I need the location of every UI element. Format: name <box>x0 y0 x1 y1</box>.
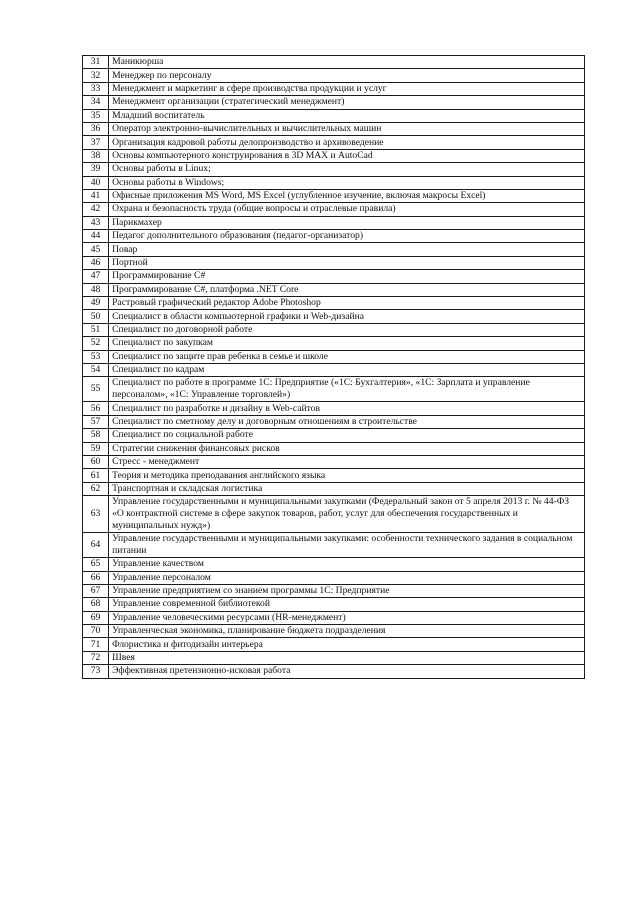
course-title: Основы компьютерного конструирования в 3D MAX и AutoCad <box>109 149 585 162</box>
row-number: 41 <box>83 189 109 202</box>
table-row <box>83 96 585 109</box>
course-title: Управление персоналом <box>109 571 585 584</box>
row-number: 47 <box>83 270 109 283</box>
table-row <box>83 310 585 323</box>
table-row <box>83 665 585 678</box>
course-title: Транспортная и складская логистика <box>109 482 585 495</box>
course-title: Специалист по социальной работе <box>109 429 585 442</box>
row-number: 55 <box>83 377 109 402</box>
row-number: 54 <box>83 363 109 376</box>
row-number: 73 <box>83 665 109 678</box>
course-title: Менеджмент и маркетинг в сфере производства продукции и услуг <box>109 82 585 95</box>
row-number: 56 <box>83 402 109 415</box>
row-number: 39 <box>83 163 109 176</box>
row-number: 72 <box>83 651 109 664</box>
course-title: Охрана и безопасность труда (общие вопросы и отраслевые правила) <box>109 203 585 216</box>
table-row <box>83 270 585 283</box>
course-list-table <box>82 55 585 679</box>
course-title: Управление предприятием со знанием программы 1С: Предприятие <box>109 584 585 597</box>
course-title: Теория и методика преподавания английского языка <box>109 469 585 482</box>
row-number: 57 <box>83 415 109 428</box>
row-number: 46 <box>83 256 109 269</box>
table-row <box>83 638 585 651</box>
row-number: 49 <box>83 297 109 310</box>
row-number: 70 <box>83 625 109 638</box>
row-number: 67 <box>83 584 109 597</box>
course-title: Менеджмент организации (стратегический менеджмент) <box>109 96 585 109</box>
course-title: Парикмахер <box>109 216 585 229</box>
table-row <box>83 243 585 256</box>
table-row <box>83 189 585 202</box>
row-number: 52 <box>83 337 109 350</box>
course-title: Менеджер по персоналу <box>109 69 585 82</box>
course-title: Специалист по закупкам <box>109 337 585 350</box>
course-title: Программирование C# <box>109 270 585 283</box>
table-row <box>83 163 585 176</box>
course-title: Специалист по разработке и дизайну в Web-сайтов <box>109 402 585 415</box>
row-number: 35 <box>83 109 109 122</box>
table-row <box>83 363 585 376</box>
row-number: 34 <box>83 96 109 109</box>
table-row <box>83 584 585 597</box>
course-title: Управленческая экономика, планирование бюджета подразделения <box>109 625 585 638</box>
course-title: Швея <box>109 651 585 664</box>
row-number: 61 <box>83 469 109 482</box>
row-number: 68 <box>83 598 109 611</box>
row-number: 62 <box>83 482 109 495</box>
row-number: 65 <box>83 558 109 571</box>
row-number: 71 <box>83 638 109 651</box>
course-title: Основы работы в Windows; <box>109 176 585 189</box>
row-number: 32 <box>83 69 109 82</box>
course-title: Управление качеством <box>109 558 585 571</box>
table-row <box>83 337 585 350</box>
course-title: Основы работы в Linux; <box>109 163 585 176</box>
table-row <box>83 149 585 162</box>
table-row <box>83 625 585 638</box>
course-title: Специалист по сметному делу и договорным отношениям в строительстве <box>109 415 585 428</box>
course-title: Специалист по работе в программе 1С: Предприятие («1С: Бухгалтерия», «1С: Зарплата и управление персоналом», «1С: Управление торговлей») <box>109 377 585 402</box>
row-number: 50 <box>83 310 109 323</box>
table-row <box>83 230 585 243</box>
row-number: 42 <box>83 203 109 216</box>
table-row <box>83 651 585 664</box>
course-title: Повар <box>109 243 585 256</box>
course-title: Специалист по кадрам <box>109 363 585 376</box>
row-number: 37 <box>83 136 109 149</box>
course-title: Управление современной библиотекой <box>109 598 585 611</box>
table-row <box>83 136 585 149</box>
row-number: 63 <box>83 496 109 533</box>
course-list-body <box>83 56 585 679</box>
row-number: 58 <box>83 429 109 442</box>
table-row <box>83 56 585 69</box>
row-number: 53 <box>83 350 109 363</box>
table-row <box>83 109 585 122</box>
course-title: Стратегии снижения финансовых рисков <box>109 442 585 455</box>
row-number: 45 <box>83 243 109 256</box>
table-row <box>83 323 585 336</box>
table-row <box>83 402 585 415</box>
table-row <box>83 82 585 95</box>
table-row <box>83 482 585 495</box>
table-row <box>83 69 585 82</box>
table-row <box>83 176 585 189</box>
table-row <box>83 598 585 611</box>
course-title: Организация кадровой работы делопроизводство и архивоведение <box>109 136 585 149</box>
table-row <box>83 571 585 584</box>
table-row <box>83 216 585 229</box>
row-number: 33 <box>83 82 109 95</box>
course-title: Флористика и фитодизайн интерьера <box>109 638 585 651</box>
table-row <box>83 533 585 558</box>
table-row <box>83 469 585 482</box>
row-number: 36 <box>83 122 109 135</box>
row-number: 60 <box>83 455 109 468</box>
course-title: Управление государственными и муниципальными закупками: особенности технического задания в социальном питании <box>109 533 585 558</box>
table-row <box>83 455 585 468</box>
table-row <box>83 283 585 296</box>
course-title: Стресс - менеджмент <box>109 455 585 468</box>
table-row <box>83 442 585 455</box>
course-title: Оператор электронно-вычислительных и вычислительных машин <box>109 122 585 135</box>
row-number: 38 <box>83 149 109 162</box>
course-title: Специалист по защите прав ребенка в семье и школе <box>109 350 585 363</box>
row-number: 69 <box>83 611 109 624</box>
row-number: 66 <box>83 571 109 584</box>
course-title: Программирование C#, платформа .NET Core <box>109 283 585 296</box>
course-title: Портной <box>109 256 585 269</box>
table-row <box>83 496 585 533</box>
course-title: Эффективная претензионно-исковая работа <box>109 665 585 678</box>
course-title: Растровый графический редактор Adobe Photoshop <box>109 297 585 310</box>
table-row <box>83 203 585 216</box>
table-row <box>83 429 585 442</box>
table-row <box>83 350 585 363</box>
row-number: 48 <box>83 283 109 296</box>
course-title: Маникюрша <box>109 56 585 69</box>
course-title: Специалист по договорной работе <box>109 323 585 336</box>
table-row <box>83 122 585 135</box>
row-number: 31 <box>83 56 109 69</box>
row-number: 51 <box>83 323 109 336</box>
table-row <box>83 611 585 624</box>
table-row <box>83 297 585 310</box>
row-number: 44 <box>83 230 109 243</box>
row-number: 59 <box>83 442 109 455</box>
row-number: 43 <box>83 216 109 229</box>
course-title: Специалист в области компьютерной графики и Web-дизайна <box>109 310 585 323</box>
table-row <box>83 377 585 402</box>
row-number: 40 <box>83 176 109 189</box>
table-row <box>83 256 585 269</box>
course-title: Педагог дополнительного образования (педагог-организатор) <box>109 230 585 243</box>
table-row <box>83 415 585 428</box>
course-title: Управление государственными и муниципальными закупками (Федеральный закон от 5 апреля 2013 г. № 44-ФЗ «О контрактной системе в сфере закупок товаров, работ, услуг для обеспечения государственных и муниципальных нужд») <box>109 496 585 533</box>
course-title: Младший воспитатель <box>109 109 585 122</box>
course-title: Офисные приложения MS Word, MS Excel (углубленное изучение, включая макросы Excel) <box>109 189 585 202</box>
course-title: Управление человеческими ресурсами (HR-менеджмент) <box>109 611 585 624</box>
row-number: 64 <box>83 533 109 558</box>
table-row <box>83 558 585 571</box>
